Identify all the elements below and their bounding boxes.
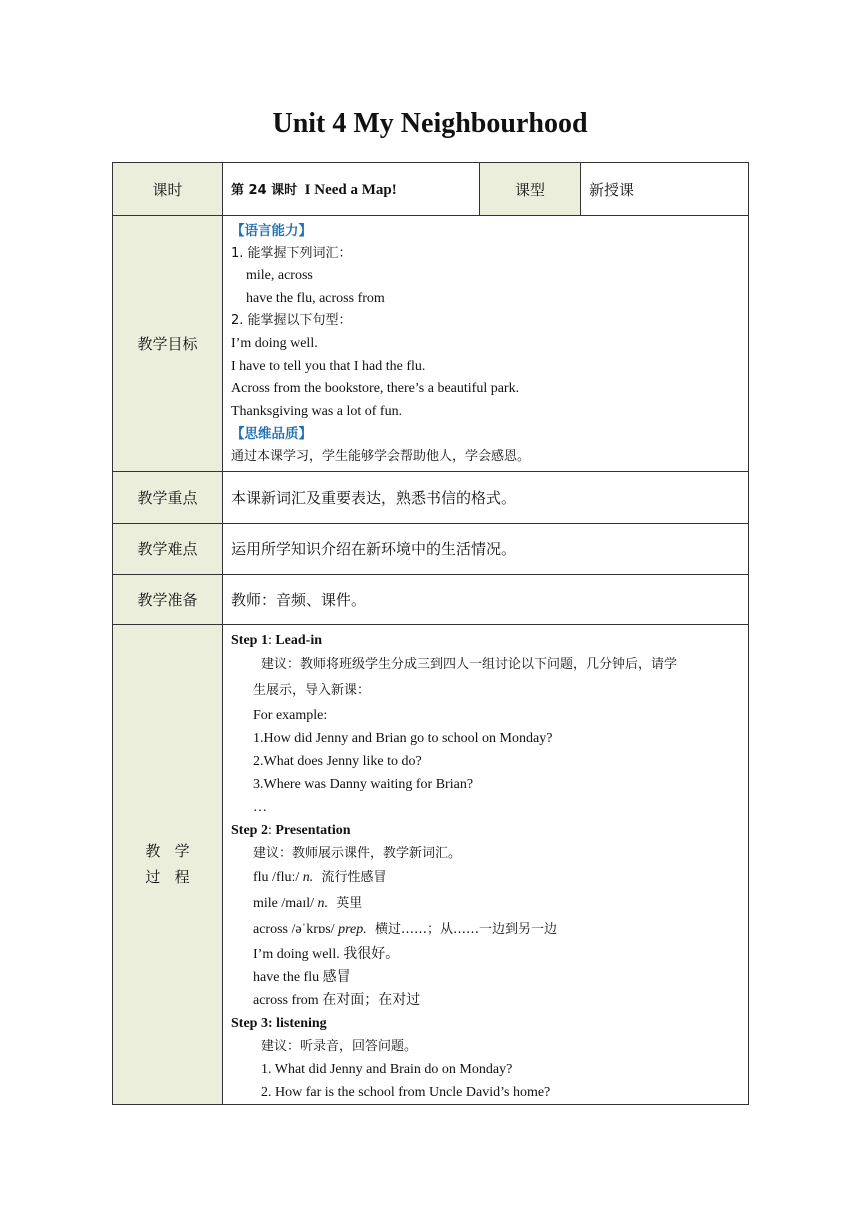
vocab-item [231,917,740,943]
vocab-pos: n. [302,869,314,885]
vocab-pos: prep. [338,921,367,937]
step-1-suggestion-cont: 生展示，导入新课： [253,682,371,698]
preparation-label: 教学准备 [113,574,223,624]
focus-row [113,471,749,523]
difficulty-label: 教学难点 [113,523,223,574]
vocab-meaning: 横过……；从……一边到另一边 [366,921,557,937]
difficulty-text: 运用所学知识介绍在新环境中的生活情况。 [223,523,749,574]
sentence-line: Thanksgiving was a lot of fun. [231,403,403,419]
step-1-heading: Step 1: Lead-in [231,632,323,648]
vocab-pos: n. [317,895,329,911]
vocab-item [231,865,740,891]
sentence-line: I’m doing well. [231,335,318,351]
lesson-type-label: 课型 [480,163,581,216]
thinking-quality-text: 通过本课学习，学生能够学会帮助他人，学会感恩。 [231,448,531,464]
question-line: 2. How far is the school from Uncle David’s home? [261,1084,551,1100]
phrase-line: across from 在对面；在对过 [253,992,421,1008]
for-example: For example: [253,707,328,723]
objectives-label: 教学目标 [113,216,223,472]
lesson-title: I Need a Map! [304,182,397,198]
process-label-line-1: 教 学 [145,842,190,861]
question-line: 2.What does Jenny like to do? [253,753,422,769]
step-1-number: Step 1 [231,632,268,648]
difficulty-row [113,523,749,574]
lesson-label: 课时 [113,163,223,216]
phrase-line: have the flu 感冒 [253,969,351,985]
question-line: 3.Where was Danny waiting for Brian? [253,776,474,792]
preparation-text: 教师：音频、课件。 [223,574,749,624]
vocab-item [231,891,740,917]
question-line: 1.How did Jenny and Brian go to school on Monday? [253,730,553,746]
step-1-title: Lead-in [275,632,323,648]
step-2-title: Presentation [275,822,351,838]
focus-label: 教学重点 [113,471,223,523]
preparation-row [113,574,749,624]
step-2-suggestion: 建议：教师展示课件，教学新词汇。 [253,845,462,861]
vocab-word: across /əˈkrɒs/ [253,921,339,937]
sentence-line: Across from the bookstore, there’s a beautiful park. [231,381,520,397]
lesson-plan-table [112,162,749,1105]
objectives-row [113,216,749,472]
vocab-meaning: 英里 [328,895,363,911]
process-label-line-2: 过 程 [145,868,190,887]
vocab-line: have the flu, across from [246,290,385,306]
sentence-line: I have to tell you that I had the flu. [231,358,426,374]
vocab-word: flu /fluː/ [253,869,303,885]
step-2-heading: Step 2: Presentation [231,822,351,838]
question-line: 1. What did Jenny and Brain do on Monday? [261,1061,513,1077]
ellipsis: … [253,799,267,815]
vocab-word: mile /maɪl/ [253,895,318,911]
lesson-title-cell [223,163,480,216]
step-2-number: Step 2 [231,822,268,838]
language-ability-heading: 【语言能力】 [231,223,312,239]
process-content [223,624,749,1104]
objective-item-2: 2. 能掌握以下句型： [231,313,352,329]
step-3-heading: Step 3: listening [231,1015,327,1031]
lesson-type-value: 新授课 [581,163,749,216]
step-1-suggestion: 建议：教师将班级学生分成三到四人一组讨论以下问题，几分钟后，请学 [261,656,678,672]
page-title: Unit 4 My Neighbourhood [272,108,588,139]
objective-item-1: 1. 能掌握下列词汇： [231,245,352,261]
objectives-content [223,216,749,472]
process-label [113,624,223,1104]
lesson-row [113,163,749,216]
vocab-line: mile, across [246,268,313,284]
step-3-suggestion: 建议：听录音，回答问题。 [261,1038,418,1054]
phrase-line: I’m doing well. 我很好。 [253,946,400,962]
focus-text: 本课新词汇及重要表达，熟悉书信的格式。 [223,471,749,523]
thinking-quality-heading: 【思维品质】 [231,426,312,443]
process-row [113,624,749,1104]
lesson-number: 第 24 课时 [231,183,298,198]
vocab-meaning: 流行性感冒 [313,869,387,885]
